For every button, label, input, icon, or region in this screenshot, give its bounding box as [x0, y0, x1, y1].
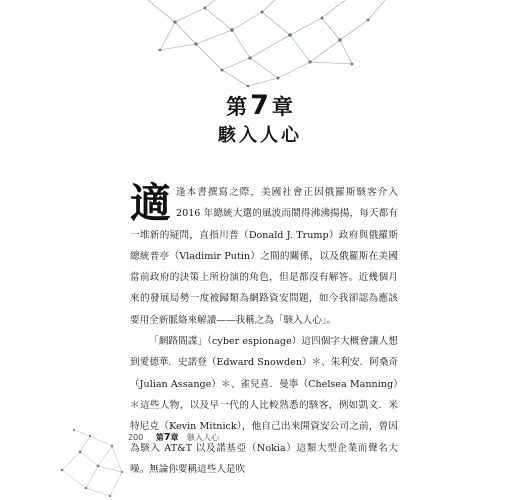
footer-chapter-prefix: 第 — [155, 433, 164, 442]
paragraph-1-text: 逢本書撰寫之際，美國社會正因俄羅斯駭客介入 2016 年總統大選的風波而鬧得沸沸揚揚，每天都有一堆新的疑問，直指川普（Donald J. Trump）政府與俄羅斯總統普亭（Vladimir Putin）之間的關係，以及俄羅斯在美國當前政府的決策上所扮演的角色，但是都沒有解答。近幾個月來的發展局勢一度被歸類為網路資安問題，如今我卻認為應該要用全新脈絡來解讀——我稱之為「駭入人心」。 — [130, 187, 398, 326]
page-number: 200 — [128, 433, 144, 442]
footer-chapter-number: 7 — [163, 432, 171, 443]
paragraph-2: 「網路間諜」（cyber espionage）這四個字大概會讓人想到愛德華．史諾登（Edward Snowden）＊、朱利安．阿桑奇（Julian Assange）＊、雀兒喜．曼寧（Chelsea Manning）＊這些人物，以及早一代的人比較熟悉的駭客，例如凱文．米特尼克（Kevin Mitnick），他自己出來開資安公司之前，曾因為駭入 AT&T 以及諾基亞（Nokia）這類大型企業而聲名大噪。無論你要稱這些人是吹 — [130, 336, 398, 475]
chapter-number: 7 — [250, 90, 270, 121]
chapter-title: 駭入人心 — [218, 125, 302, 146]
footer-chapter — [156, 433, 179, 442]
page-footer — [128, 432, 219, 443]
chapter-prefix: 第 — [226, 95, 249, 119]
drop-cap: 適 — [130, 179, 171, 227]
network-graphic-top — [0, 0, 520, 90]
footer-chapter-suffix: 章 — [170, 433, 179, 442]
chapter-number-heading — [0, 90, 520, 121]
chapter-suffix: 章 — [271, 95, 294, 119]
footer-chapter-title: 駭入人心 — [187, 433, 219, 442]
paragraph-1 — [130, 179, 398, 331]
